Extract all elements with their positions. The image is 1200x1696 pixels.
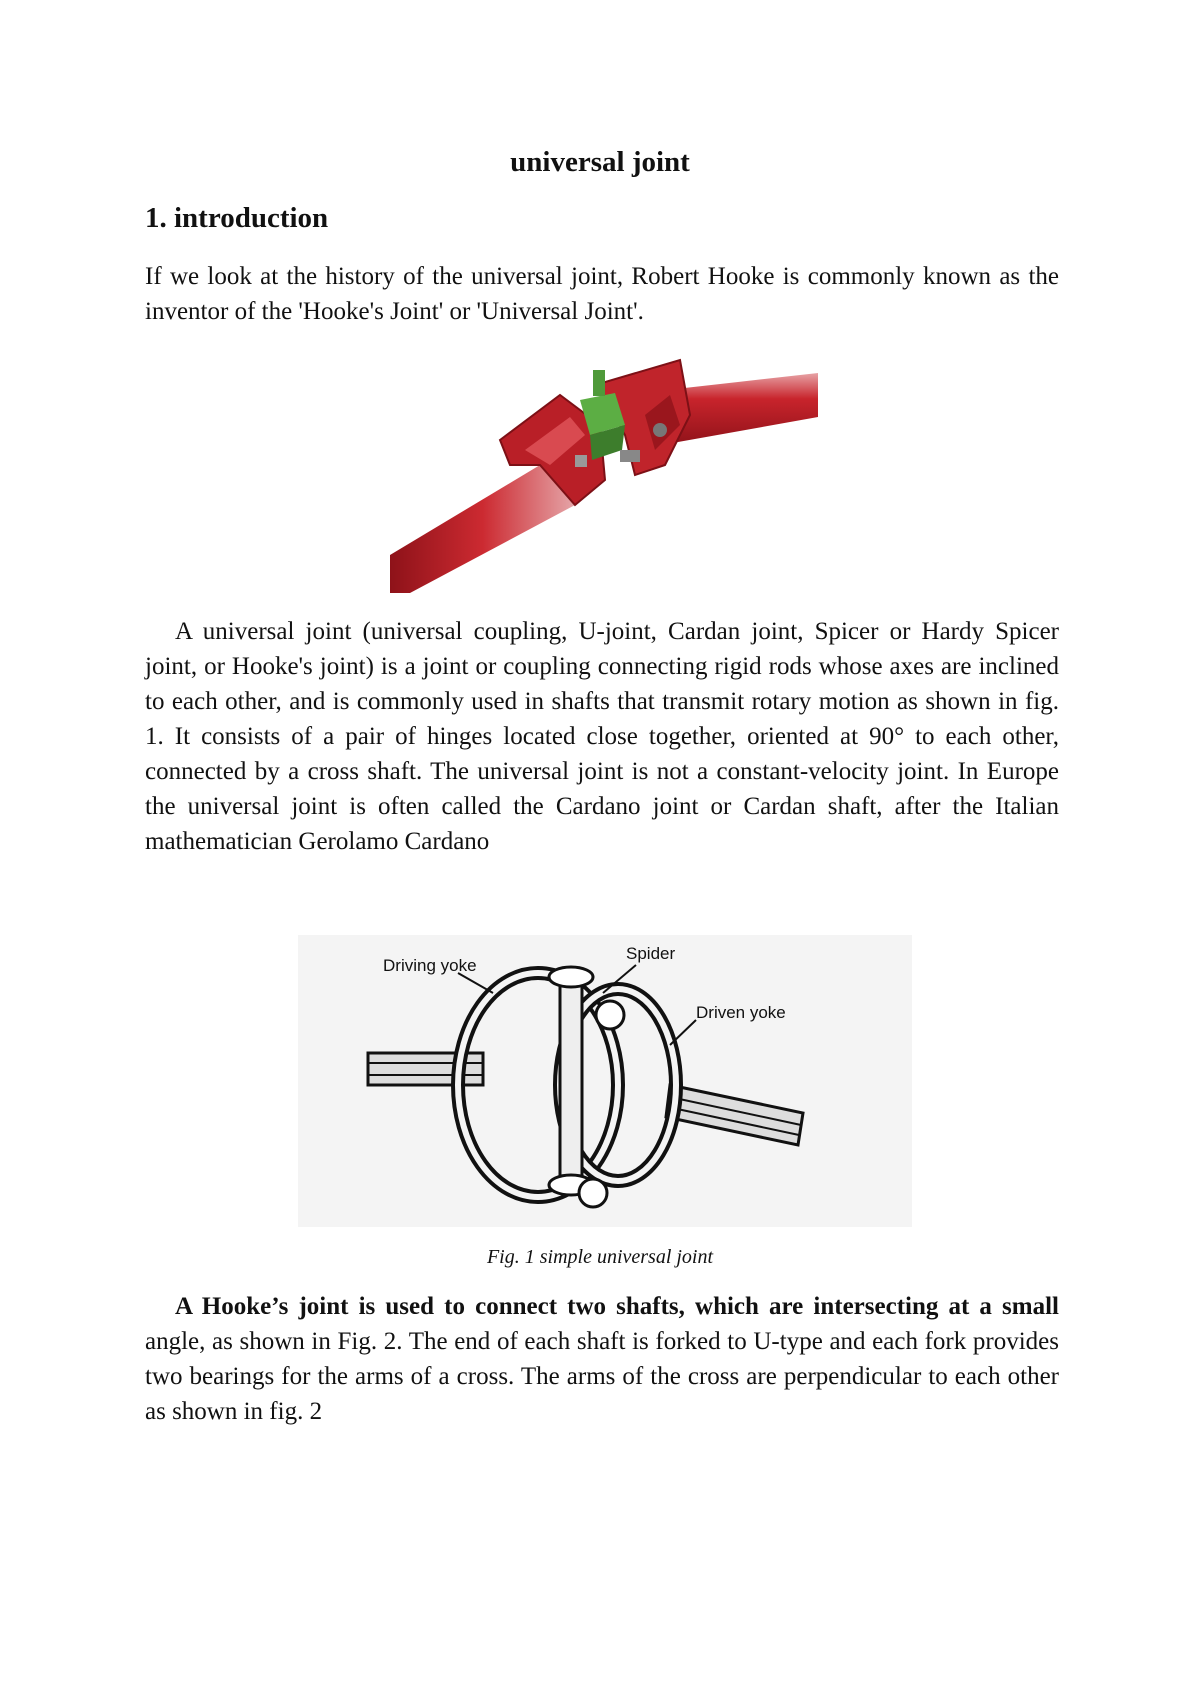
paragraph-hookes-joint [145, 1289, 1059, 1429]
paragraph-definition: A universal joint (universal coupling, U-joint, Cardan joint, Spicer or Hardy Spicer joint, or Hooke's joint) is a joint or coupling connecting rigid rods whose axes are inclined to each other, and is commonly used in shafts that transmit rotary motion as shown in fig. 1. It consists of a pair of hinges located close together, oriented at 90° to each other, connected by a cross shaft. The universal joint is not a constant-velocity joint. In Europe the universal joint is often called the Cardano joint or Cardan shaft, after the Italian mathematician Gerolamo Cardano [145, 618, 1059, 855]
label-driving-yoke: Driving yoke [383, 956, 477, 975]
paragraph-intro: If we look at the history of the universal joint, Robert Hooke is commonly known as the inventor of the 'Hooke's Joint' or 'Universal Joint'. [145, 263, 1059, 325]
label-spider: Spider [626, 944, 676, 963]
paragraph-rest: angle, as shown in Fig. 2. The end of each shaft is forked to U-type and each fork provides two bearings for the arms of a cross. The arms of the cross are perpendicular to each other as shown in fig. 2 [145, 1328, 1059, 1425]
label-driven-yoke: Driven yoke [696, 1003, 786, 1022]
paragraph-lead: A Hooke’s joint is used to connect two shafts, which are intersecting at a small [175, 1293, 1059, 1320]
section-heading: 1. introduction [145, 202, 329, 234]
universal-joint-render-image [390, 355, 818, 593]
universal-joint-diagram-image [298, 935, 912, 1227]
document-title: universal joint [510, 146, 690, 178]
figure-caption: Fig. 1 simple universal joint [486, 1246, 714, 1268]
